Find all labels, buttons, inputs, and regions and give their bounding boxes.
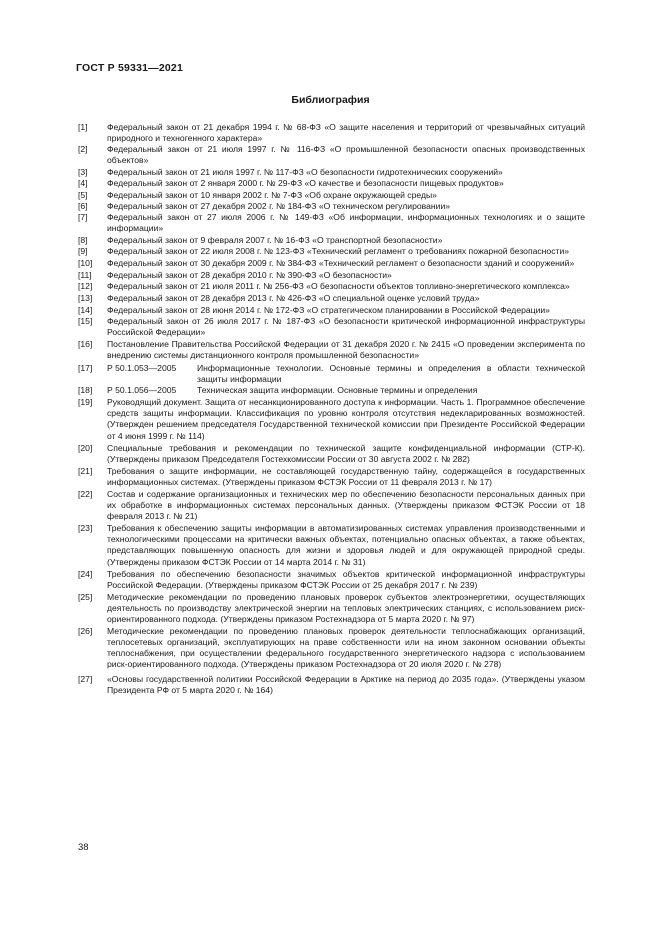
reference-item [78,385,585,396]
reference-item [78,258,585,269]
reference-item [78,466,585,488]
reference-text: Требования по обеспечению безопасности значимых объектов критической информационной инфраструктуры Российской Федерации. (Утверждены приказом ФСТЭК России от 25 декабря 2017 г. № 239) [107,568,585,590]
reference-text: Федеральный закон от 28 июня 2014 г. № 172-ФЗ «О стратегическом планировании в Российской Федерации» [107,304,550,315]
reference-text: Федеральный закон от 28 декабря 2013 г. № 426-ФЗ «О специальной оценке условий труда» [107,293,480,304]
reference-number: [5] [78,189,88,200]
reference-number: [7] [78,211,88,222]
reference-item [78,523,585,567]
reference-item [78,190,585,201]
reference-item [78,235,585,246]
reference-text: Федеральный закон от 28 декабря 2010 г. № 390-ФЗ «О безопасности» [107,270,392,281]
reference-text: Федеральный закон от 27 декабря 2002 г. № 184-ФЗ «О техническом регулировании» [107,200,451,211]
reference-text: «Основы государственной политики Российской Федерации в Арктике на период до 2035 года». (Утверждены указом Президента РФ от 5 марта 2020 г. № 164) [107,673,585,695]
reference-standard-code: Р 50.1.053—2005 [107,362,177,373]
reference-text: Состав и содержание организационных и технических мер по обеспечению безопасности персональных данных при их обработке в информационных системах персональных данных. (Утверждены приказом ФСТЭК России от 18 февраля 2013 г. № 21) [107,489,585,522]
reference-item [78,626,585,670]
reference-number: [26] [78,626,93,637]
document-header: ГОСТ Р 59331—2021 [76,62,184,74]
reference-item [78,305,585,316]
reference-text: Информационные технологии. Основные термины и определения в области технической защиты информации [197,362,585,385]
reference-number: [14] [78,304,93,315]
reference-number: [13] [78,293,93,304]
reference-text: Федеральный закон от 21 июля 1997 г. № 117-ФЗ «О безопасности гидротехнических сооружений» [107,167,503,178]
reference-number: [22] [78,489,93,499]
reference-number: [4] [78,178,88,189]
reference-item [78,363,585,385]
reference-number: [20] [78,442,93,453]
reference-item [78,122,585,144]
reference-item [78,167,585,178]
reference-text: Постановление Правительства Российской Федерации от 31 декабря 2020 г. № 2415 «О проведении эксперимента по внедрению системы дистанционного контроля промышленной безопасности» [107,338,585,360]
reference-number: [11] [78,270,92,281]
reference-text: Методические рекомендации по проведению плановых проверок деятельности теплоснабжающих организаций, теплосетевых организаций, эксплуатирующих на праве собственности или на ином законном основании объекты теплоснабжения, при осуществлении федерального государственного энергетического надзора с использованием риск-ориентированного подхода. (Утверждены приказом Ростехнадзора от 20 июля 2020 г. № 278) [107,626,585,670]
reference-item [78,339,585,361]
reference-item [78,144,585,166]
reference-number: [1] [78,122,88,132]
reference-item [78,592,585,625]
reference-number: [16] [78,338,93,349]
reference-number: [15] [78,315,93,326]
reference-item [78,293,585,304]
section-title: Библиография [291,94,370,106]
reference-item [78,246,585,257]
reference-item [78,270,585,281]
reference-item [78,316,585,338]
reference-number: [27] [78,673,93,684]
reference-number: [6] [78,200,88,211]
reference-text: Федеральный закон от 30 декабря 2009 г. № 384-ФЗ «Технический регламент о безопасности зданий и сооружений» [107,258,575,269]
reference-number: [19] [78,397,93,408]
reference-item [78,201,585,212]
reference-number: [25] [78,591,93,602]
bibliography-list [78,122,585,696]
reference-number: [21] [78,465,93,476]
reference-number: [18] [78,385,93,396]
page-number: 38 [78,842,89,853]
reference-text: Федеральный закон от 27 июля 2006 г. № 149-ФЗ «Об информации, информационных технологиях и о защите информации» [107,211,585,233]
reference-number: [8] [78,234,88,245]
reference-number: [9] [78,246,88,257]
reference-item [78,489,585,522]
reference-number: [12] [78,281,93,292]
reference-text: Федеральный закон от 21 июля 2011 г. № 256-ФЗ «О безопасности объектов топливно-энергетического комплекса» [107,281,570,292]
reference-item [78,212,585,234]
reference-number: [10] [78,258,93,269]
reference-text: Методические рекомендации по проведению плановых проверок субъектов электроэнергетики, осуществляющих деятельность по производству электрической энергии на тепловых электрических станциях, с использованием риск-ориентированного подхода. (Утверждены приказом Ростехнадзора от 5 марта 2020 г. № 97) [107,591,585,625]
reference-text: Специальные требования и рекомендации по технической защите конфиденциальной информации (СТР-К). (Утверждены приказом Председателя Гостехкомиссии России от 30 августа 2002 г. № 282) [107,442,585,464]
reference-number: [3] [78,167,88,178]
reference-text: Техническая защита информации. Основные термины и определения [197,385,478,396]
reference-item [78,569,585,591]
reference-text: Федеральный закон от 2 января 2000 г. № 29-ФЗ «О качестве и безопасности пищевых продуктов» [107,178,504,189]
reference-text: Требования о защите информации, не составляющей государственную тайну, содержащейся в государственных информационных системах. (Утверждены приказом ФСТЭК России от 11 февраля 2013 г. № 17) [107,465,585,487]
reference-standard-code: Р 50.1.056—2005 [107,385,177,396]
reference-number: [24] [78,568,93,579]
reference-text: Федеральный закон от 26 июля 2017 г. № 187-ФЗ «О безопасности критической информационной инфраструктуры Российской Федерации» [107,315,585,337]
reference-text: Федеральный закон от 10 января 2002 г. № 7-ФЗ «Об охране окружающей среды» [107,189,437,200]
reference-text: Федеральный закон от 9 февраля 2007 г. № 16-ФЗ «О транспортной безопасности» [107,234,443,245]
reference-item [78,674,585,696]
reference-text: Требования к обеспечению защиты информации в автоматизированных системах управления производственными и технологическими процессами на критически важных объектах, потенциально опасных объектах, а также объектах, представляющих повышенную опасность для жизни и здоровья людей и для окружающей природной среды. (Утверждены приказом ФСТЭК России от 14 марта 2014 г. № 31) [107,523,585,567]
reference-text: Федеральный закон от 21 декабря 1994 г. № 68-ФЗ «О защите населения и территорий от чрезвычайных ситуаций природного и техногенного характера» [107,122,585,144]
reference-text: Федеральный закон от 22 июля 2008 г. № 123-ФЗ «Технический регламент о требованиях пожарной безопасности» [107,246,570,257]
reference-item [78,397,585,441]
reference-item [78,178,585,189]
reference-text: Федеральный закон от 21 июля 1997 г. № 116-ФЗ «О промышленной безопасности опасных производственных объектов» [107,144,585,166]
reference-text: Руководящий документ. Защита от несанкционированного доступа к информации. Часть 1. Программное обеспечение средств защиты информации. Классификация по уровню контроля отсутствия недекларированных возможностей. (Утвержден решением председателя Государственной технической комиссии при Президенте Российской Федерации от 4 июня 1999 г. № 114) [107,397,585,441]
reference-item [78,443,585,465]
reference-item [78,281,585,292]
reference-number: [17] [78,362,93,373]
reference-number: [23] [78,523,93,534]
reference-number: [2] [78,144,88,155]
